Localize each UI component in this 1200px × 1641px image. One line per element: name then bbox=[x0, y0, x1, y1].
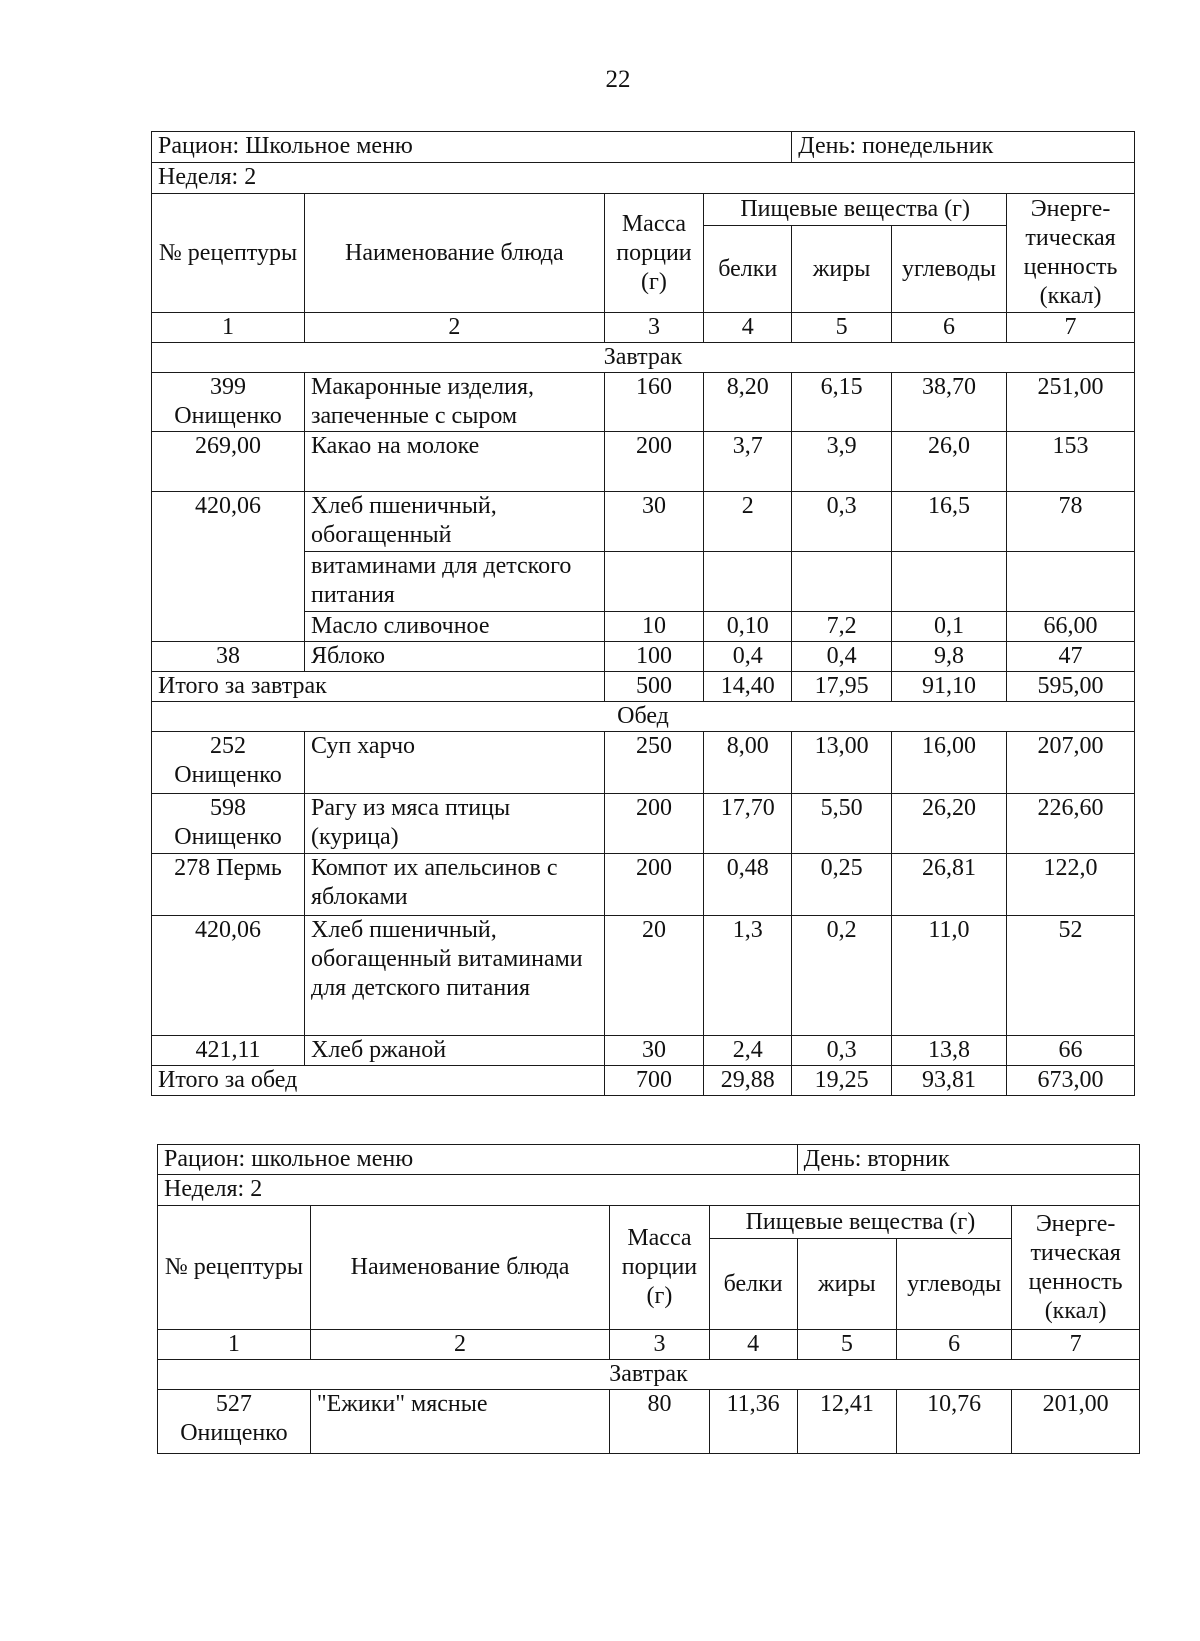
protein-value: 17,70 bbox=[704, 794, 792, 854]
header-portion: Масса порции (г) bbox=[610, 1206, 709, 1330]
energy-value: 251,00 bbox=[1007, 373, 1135, 432]
fat-value: 0,3 bbox=[792, 492, 892, 552]
ration-label: Рацион: Школьное меню bbox=[152, 132, 792, 163]
total-row bbox=[152, 1066, 1135, 1096]
col-num: 3 bbox=[604, 313, 704, 343]
fat-value: 0,3 bbox=[792, 1036, 892, 1066]
portion-mass: 200 bbox=[604, 432, 704, 492]
protein-value bbox=[704, 552, 792, 612]
energy-value: 66 bbox=[1007, 1036, 1135, 1066]
total-carbs: 91,10 bbox=[891, 672, 1006, 702]
portion-mass: 200 bbox=[604, 794, 704, 854]
table-row bbox=[152, 854, 1135, 916]
dish-name: Компот их апельсинов с яблоками bbox=[304, 854, 604, 916]
header-recipe-no: № рецептуры bbox=[158, 1206, 311, 1330]
header-nutrients: Пищевые вещества (г) bbox=[704, 194, 1007, 226]
tuesday-menu-table bbox=[157, 1144, 1140, 1454]
fat-value: 5,50 bbox=[792, 794, 892, 854]
fat-value: 7,2 bbox=[792, 612, 892, 642]
carbs-value: 26,81 bbox=[891, 854, 1006, 916]
recipe-no: 278 Пермь bbox=[152, 854, 305, 916]
protein-value: 0,10 bbox=[704, 612, 792, 642]
energy-line-1: Энерге- bbox=[1035, 1210, 1116, 1237]
week-row bbox=[158, 1175, 1140, 1206]
col-num: 3 bbox=[610, 1330, 709, 1360]
header-energy bbox=[1012, 1206, 1140, 1330]
table-row bbox=[158, 1390, 1140, 1454]
protein-value: 3,7 bbox=[704, 432, 792, 492]
col-num: 6 bbox=[897, 1330, 1012, 1360]
portion-mass: 250 bbox=[604, 732, 704, 794]
energy-value: 66,00 bbox=[1007, 612, 1135, 642]
total-mass: 700 bbox=[604, 1066, 704, 1096]
section-row bbox=[158, 1360, 1140, 1390]
fat-value: 6,15 bbox=[792, 373, 892, 432]
col-num: 2 bbox=[310, 1330, 609, 1360]
section-row bbox=[152, 702, 1135, 732]
ration-row bbox=[152, 132, 1135, 163]
header-fat: жиры bbox=[797, 1239, 896, 1330]
carbs-value: 16,00 bbox=[891, 732, 1006, 794]
energy-line-4: (ккал) bbox=[1044, 1297, 1107, 1324]
total-fat: 17,95 bbox=[792, 672, 892, 702]
energy-line-2: тическая bbox=[1025, 225, 1116, 251]
table-row bbox=[152, 492, 1135, 552]
dish-name: Суп харчо bbox=[304, 732, 604, 794]
protein-value: 2,4 bbox=[704, 1036, 792, 1066]
energy-value: 207,00 bbox=[1007, 732, 1135, 794]
recipe-no: 399 Онищенко bbox=[152, 373, 305, 432]
fat-value: 0,4 bbox=[792, 642, 892, 672]
fat-value: 3,9 bbox=[792, 432, 892, 492]
header-portion: Масса порции (г) bbox=[604, 194, 704, 313]
dish-name: Хлеб пшеничный, обогащенный bbox=[304, 492, 604, 552]
header-dish-name: Наименование блюда bbox=[304, 194, 604, 313]
carbs-value: 26,0 bbox=[891, 432, 1006, 492]
recipe-no: 421,11 bbox=[152, 1036, 305, 1066]
protein-value: 0,4 bbox=[704, 642, 792, 672]
header-row-top bbox=[152, 194, 1135, 226]
recipe-no: 420,06 bbox=[152, 492, 305, 642]
portion-mass: 80 bbox=[610, 1390, 709, 1454]
col-num: 1 bbox=[152, 313, 305, 343]
protein-value: 8,20 bbox=[704, 373, 792, 432]
dish-name: Макаронные изделия, запеченные с сыром bbox=[304, 373, 604, 432]
carbs-value: 0,1 bbox=[891, 612, 1006, 642]
total-energy: 595,00 bbox=[1007, 672, 1135, 702]
energy-line-1: Энерге- bbox=[1030, 196, 1111, 222]
table-row bbox=[152, 794, 1135, 854]
total-label: Итого за завтрак bbox=[152, 672, 605, 702]
fat-value: 12,41 bbox=[797, 1390, 896, 1454]
header-carbs: углеводы bbox=[897, 1239, 1012, 1330]
col-num: 5 bbox=[792, 313, 892, 343]
col-num: 2 bbox=[304, 313, 604, 343]
energy-line-3: ценность bbox=[1028, 1268, 1123, 1295]
recipe-no: 527 Онищенко bbox=[158, 1390, 311, 1454]
section-row bbox=[152, 343, 1135, 373]
energy-value bbox=[1007, 552, 1135, 612]
energy-line-2: тическая bbox=[1030, 1239, 1121, 1266]
table-row bbox=[152, 642, 1135, 672]
section-title-lunch: Обед bbox=[152, 702, 1135, 732]
page-number: 22 bbox=[605, 66, 631, 93]
total-protein: 29,88 bbox=[704, 1066, 792, 1096]
energy-value: 78 bbox=[1007, 492, 1135, 552]
energy-value: 122,0 bbox=[1007, 854, 1135, 916]
column-numbers-row bbox=[152, 313, 1135, 343]
portion-mass bbox=[604, 552, 704, 612]
dish-name: "Ежики" мясные bbox=[310, 1390, 609, 1454]
dish-name: Какао на молоке bbox=[304, 432, 604, 492]
header-nutrients: Пищевые вещества (г) bbox=[709, 1206, 1012, 1239]
table-row bbox=[152, 732, 1135, 794]
recipe-no: 598 Онищенко bbox=[152, 794, 305, 854]
energy-value: 52 bbox=[1007, 916, 1135, 1036]
table-row bbox=[152, 432, 1135, 492]
header-fat: жиры bbox=[792, 226, 892, 313]
energy-value: 226,60 bbox=[1007, 794, 1135, 854]
ration-row bbox=[158, 1145, 1140, 1175]
energy-value: 47 bbox=[1007, 642, 1135, 672]
header-carbs: углеводы bbox=[891, 226, 1006, 313]
total-mass: 500 bbox=[604, 672, 704, 702]
carbs-value: 26,20 bbox=[891, 794, 1006, 854]
energy-line-4: (ккал) bbox=[1039, 283, 1102, 309]
carbs-value: 9,8 bbox=[891, 642, 1006, 672]
portion-mass: 100 bbox=[604, 642, 704, 672]
dish-name: Яблоко bbox=[304, 642, 604, 672]
carbs-value: 16,5 bbox=[891, 492, 1006, 552]
energy-value: 201,00 bbox=[1012, 1390, 1140, 1454]
week-row bbox=[152, 163, 1135, 194]
carbs-value: 11,0 bbox=[891, 916, 1006, 1036]
fat-value bbox=[792, 552, 892, 612]
protein-value: 2 bbox=[704, 492, 792, 552]
carbs-value: 38,70 bbox=[891, 373, 1006, 432]
col-num: 1 bbox=[158, 1330, 311, 1360]
carbs-value: 10,76 bbox=[897, 1390, 1012, 1454]
total-protein: 14,40 bbox=[704, 672, 792, 702]
dish-name: Масло сливочное bbox=[304, 612, 604, 642]
day-label: День: понедельник bbox=[792, 132, 1135, 163]
recipe-no: 420,06 bbox=[152, 916, 305, 1036]
energy-line-3: ценность bbox=[1023, 254, 1118, 280]
ration-label: Рацион: школьное меню bbox=[158, 1145, 798, 1175]
header-protein: белки bbox=[704, 226, 792, 313]
recipe-no: 38 bbox=[152, 642, 305, 672]
header-recipe-no: № рецептуры bbox=[152, 194, 305, 313]
header-dish-name: Наименование блюда bbox=[310, 1206, 609, 1330]
week-label: Неделя: 2 bbox=[158, 1175, 1140, 1206]
protein-value: 1,3 bbox=[704, 916, 792, 1036]
total-fat: 19,25 bbox=[792, 1066, 892, 1096]
total-carbs: 93,81 bbox=[891, 1066, 1006, 1096]
recipe-no: 269,00 bbox=[152, 432, 305, 492]
dish-name: Хлеб пшеничный, обогащенный витаминами для детского питания bbox=[304, 916, 604, 1036]
total-energy: 673,00 bbox=[1007, 1066, 1135, 1096]
day-label: День: вторник bbox=[797, 1145, 1139, 1175]
protein-value: 0,48 bbox=[704, 854, 792, 916]
col-num: 6 bbox=[891, 313, 1006, 343]
protein-value: 8,00 bbox=[704, 732, 792, 794]
table-row bbox=[152, 916, 1135, 1036]
section-title-breakfast: Завтрак bbox=[152, 343, 1135, 373]
recipe-no: 252 Онищенко bbox=[152, 732, 305, 794]
column-numbers-row bbox=[158, 1330, 1140, 1360]
energy-value: 153 bbox=[1007, 432, 1135, 492]
dish-name: Хлеб ржаной bbox=[304, 1036, 604, 1066]
portion-mass: 160 bbox=[604, 373, 704, 432]
col-num: 7 bbox=[1012, 1330, 1140, 1360]
portion-mass: 30 bbox=[604, 492, 704, 552]
portion-mass: 10 bbox=[604, 612, 704, 642]
dish-name: витаминами для детского питания bbox=[304, 552, 604, 612]
header-row-top bbox=[158, 1206, 1140, 1239]
protein-value: 11,36 bbox=[709, 1390, 797, 1454]
col-num: 5 bbox=[797, 1330, 896, 1360]
section-title-breakfast: Завтрак bbox=[158, 1360, 1140, 1390]
monday-menu-table bbox=[151, 131, 1135, 1096]
fat-value: 13,00 bbox=[792, 732, 892, 794]
col-num: 7 bbox=[1007, 313, 1135, 343]
col-num: 4 bbox=[709, 1330, 797, 1360]
total-row bbox=[152, 672, 1135, 702]
col-num: 4 bbox=[704, 313, 792, 343]
fat-value: 0,2 bbox=[792, 916, 892, 1036]
portion-mass: 200 bbox=[604, 854, 704, 916]
dish-name: Рагу из мяса птицы (курица) bbox=[304, 794, 604, 854]
week-label: Неделя: 2 bbox=[152, 163, 1135, 194]
total-label: Итого за обед bbox=[152, 1066, 605, 1096]
table-row bbox=[152, 1036, 1135, 1066]
table-row bbox=[152, 373, 1135, 432]
carbs-value: 13,8 bbox=[891, 1036, 1006, 1066]
portion-mass: 30 bbox=[604, 1036, 704, 1066]
carbs-value bbox=[891, 552, 1006, 612]
fat-value: 0,25 bbox=[792, 854, 892, 916]
header-energy bbox=[1007, 194, 1135, 313]
header-protein: белки bbox=[709, 1239, 797, 1330]
portion-mass: 20 bbox=[604, 916, 704, 1036]
